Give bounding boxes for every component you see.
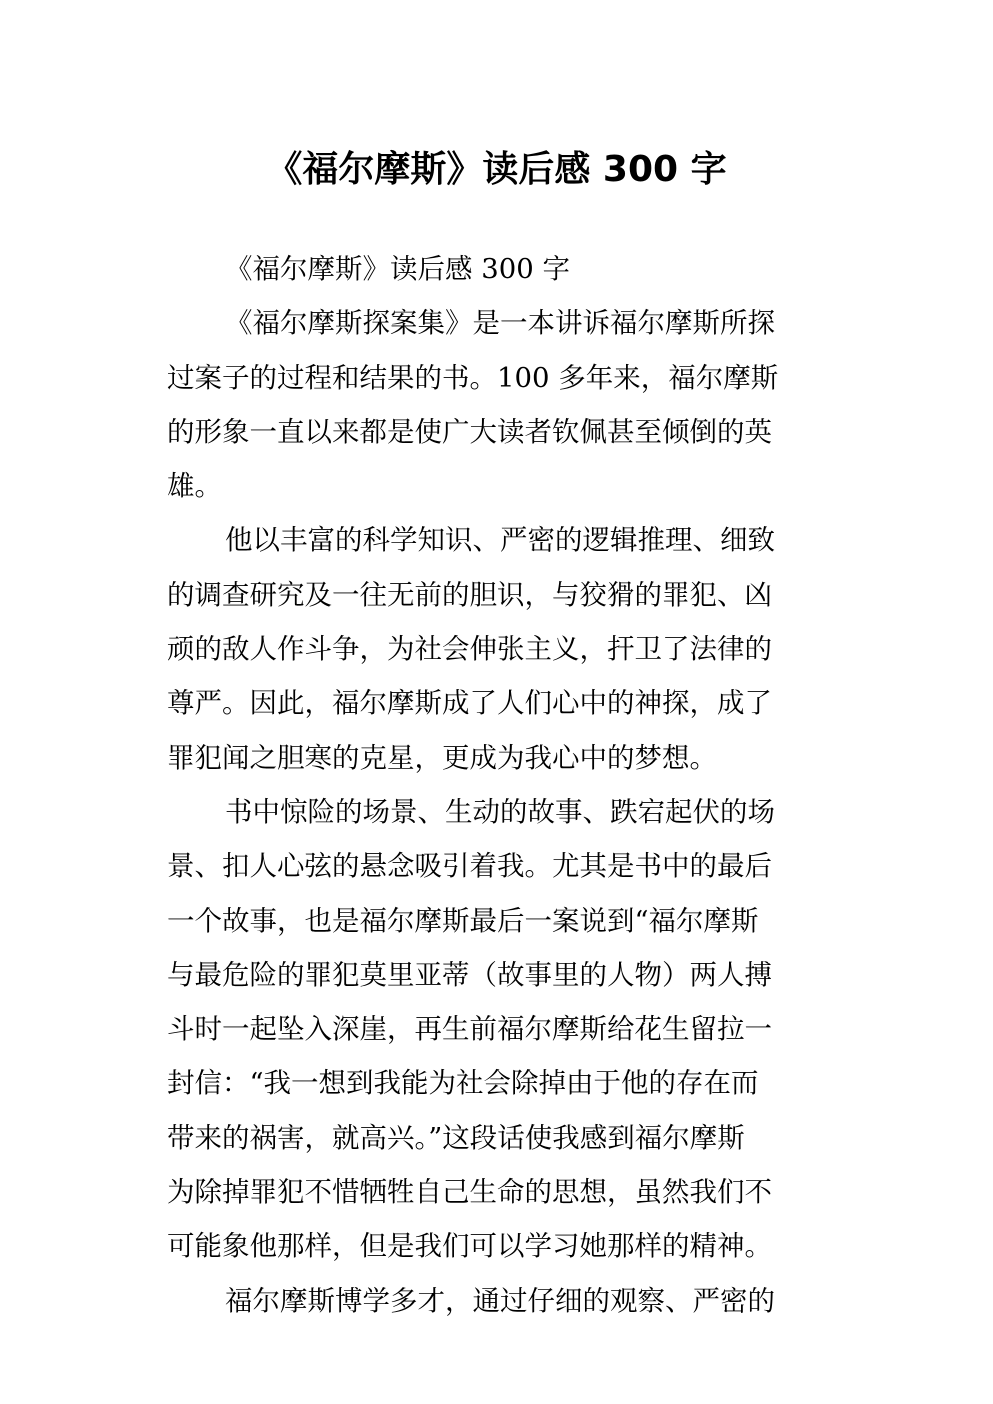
body-line: 可能象他那样，但是我们可以学习她那样的精神。 [167,1230,772,1263]
body-line-subtitle: 《福尔摩斯》读后感 300 字 [225,253,570,285]
body-line: 斗时一起坠入深崖，再生前福尔摩斯给花生留拉一 [167,1013,772,1046]
body-line: 与最危险的罪犯莫里亚蒂（故事里的人物）两人搏 [167,958,772,991]
body-line: 过案子的过程和结果的书。100 多年来，福尔摩斯 [167,361,779,394]
body-line: 一个故事，也是福尔摩斯最后一案说到“福尔摩斯 [167,904,759,937]
body-line: 的调查研究及一往无前的胆识，与狡猾的罪犯、凶 [167,578,772,611]
body-line: 尊严。因此，福尔摩斯成了人们心中的神探，成了 [167,687,772,720]
body-line: 福尔摩斯博学多才，通过仔细的观察、严密的 [225,1284,775,1317]
body-line: 带来的祸害，就高兴。”这段话使我感到福尔摩斯 [167,1121,745,1154]
body-line: 罪犯闻之胆寒的克星，更成为我心中的梦想。 [167,741,717,774]
body-line: 《福尔摩斯探案集》是一本讲诉福尔摩斯所探 [225,307,775,340]
body-line: 顽的敌人作斗争，为社会伸张主义，扞卫了法律的 [167,633,772,666]
body-line: 雄。 [167,470,222,503]
document-title: 《福尔摩斯》读后感 300 字 [266,149,727,191]
body-line: 他以丰富的科学知识、严密的逻辑推理、细致 [225,524,775,557]
body-line: 景、扣人心弦的悬念吸引着我。尤其是书中的最后 [167,850,772,883]
body-line: 书中惊险的场景、生动的故事、跌宕起伏的场 [225,795,775,828]
body-line: 封信：“我一想到我能为社会除掉由于他的存在而 [167,1067,759,1100]
body-line: 的形象一直以来都是使广大读者钦佩甚至倾倒的英 [167,415,772,448]
body-line: 为除掉罪犯不惜牺牲自己生命的思想，虽然我们不 [167,1176,772,1209]
document-body [167,242,827,1328]
